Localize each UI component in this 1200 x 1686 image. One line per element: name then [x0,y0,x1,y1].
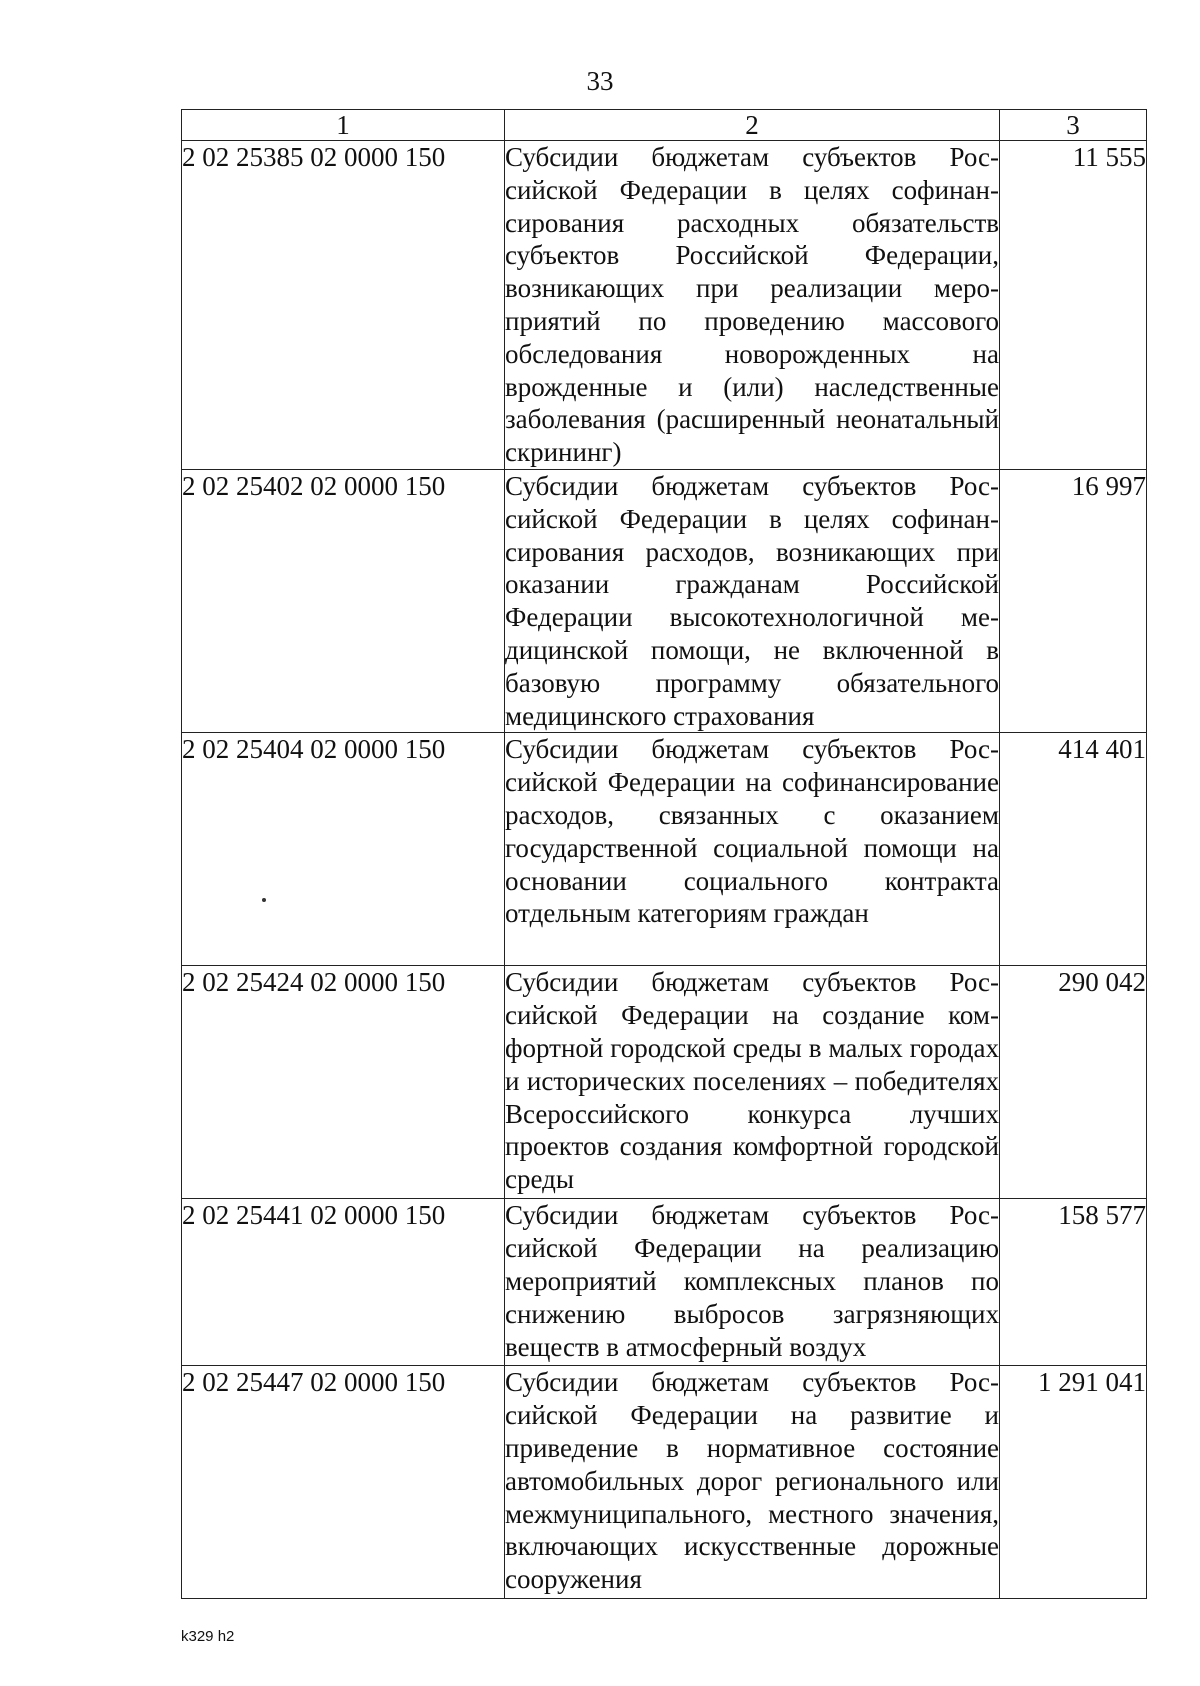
column-header-2: 2 [505,110,1000,141]
amount-cell: 414 401 [1000,733,1147,966]
description-cell: Субсидии бюджетам субъектов Российской Федерации на создание комфортной городской среды в малых городах и исторических поселениях – победителях Всероссийского конкурса лучших проектов создания комфортной городской среды [505,966,1000,1199]
table-row [182,469,1147,732]
description-cell: Субсидии бюджетам субъектов Российской Федерации в целях софинансирования расходных обязательств субъектов Российской Федерации, возникающих при реализации мероприятий по проведению массового обследования новорожденных на врожденные и (или) наследственные заболевания (расширенный неонатальный скрининг) [505,141,1000,470]
column-header-3: 3 [1000,110,1147,141]
budget-code-cell: 2 02 25385 02 0000 150 [182,141,505,470]
table-row [182,733,1147,966]
description-cell: Субсидии бюджетам субъектов Российской Федерации на софинансирование расходов, связанных с оказанием государственной социальной помощи на основании социального контракта отдельным категориям граждан [505,733,1000,966]
budget-code-cell: 2 02 25424 02 0000 150 [182,966,505,1199]
scan-artifact-dot [262,898,266,902]
description-cell: Субсидии бюджетам субъектов Российской Федерации на развитие и приведение в нормативное состояние автомобильных дорог регионального или межмуниципального, местного значения, включающих искусственные дорожные сооружения [505,1366,1000,1599]
amount-cell: 1 291 041 [1000,1366,1147,1599]
budget-code-cell: 2 02 25441 02 0000 150 [182,1199,505,1366]
table-row [182,966,1147,1199]
amount-cell: 290 042 [1000,966,1147,1199]
budget-table [181,109,1147,1599]
table-header [182,110,1147,141]
document-footer-code: k329 h2 [181,1628,235,1645]
column-header-1: 1 [182,110,505,141]
description-cell: Субсидии бюджетам субъектов Российской Федерации в целях софинансирования расходов, возникающих при оказании гражданам Российской Федерации высокотехнологичной медицинской помощи, не включенной в базовую программу обязательного медицинского страхования [505,469,1000,732]
table-row [182,1366,1147,1599]
table-body [182,141,1147,1599]
budget-code-cell: 2 02 25402 02 0000 150 [182,469,505,732]
amount-cell: 158 577 [1000,1199,1147,1366]
description-cell: Субсидии бюджетам субъектов Российской Федерации на реализацию мероприятий комплексных планов по снижению выбросов загрязняющих веществ в атмосферный воздух [505,1199,1000,1366]
budget-code-cell: 2 02 25404 02 0000 150 [182,733,505,966]
table-row [182,141,1147,470]
amount-cell: 16 997 [1000,469,1147,732]
page-number: 33 [586,66,614,96]
budget-code-cell: 2 02 25447 02 0000 150 [182,1366,505,1599]
amount-cell: 11 555 [1000,141,1147,470]
header-row [182,110,1147,141]
table-row [182,1199,1147,1366]
